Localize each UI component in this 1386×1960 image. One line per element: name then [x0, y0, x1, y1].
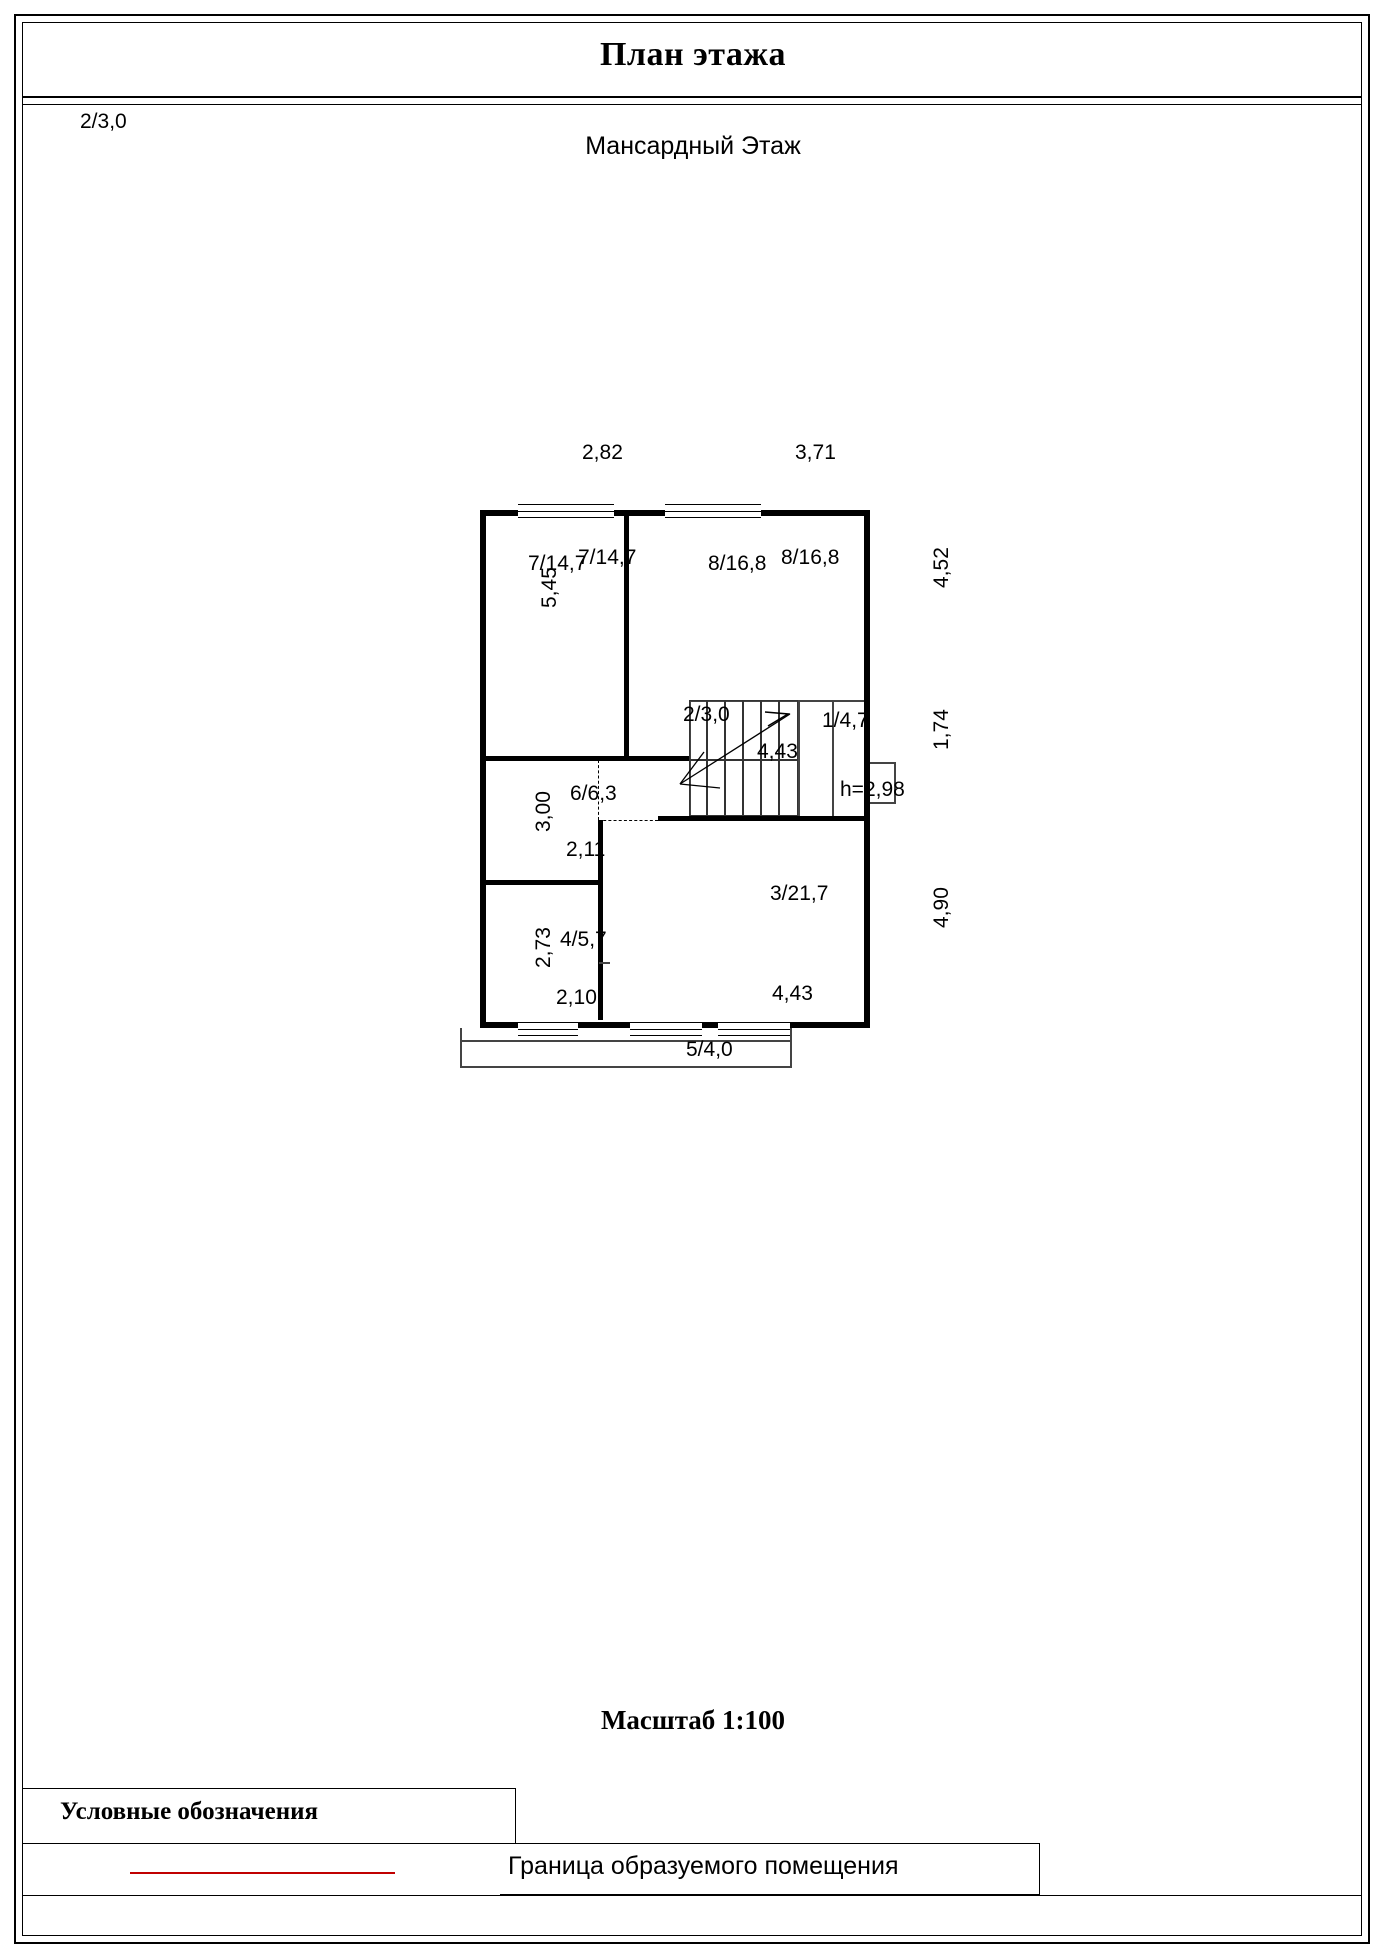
- dimension-4-52: 4,52: [930, 547, 953, 588]
- window-top-left: [518, 504, 614, 518]
- window-bottom-left: [518, 1022, 578, 1036]
- wall-exterior-left: [480, 510, 486, 1028]
- dimension-5-45: 5,45: [538, 567, 561, 608]
- room-label-8: 8/16,8: [708, 552, 767, 575]
- room-label-4-text: 4/5,7: [560, 928, 607, 951]
- title-divider-thick: [23, 96, 1362, 98]
- dimension-1-74: 1,74: [930, 709, 953, 750]
- wall-interior-horizontal-room6: [486, 880, 603, 885]
- porch-inner-line: [460, 1040, 792, 1042]
- room-label-2: 2/3,0: [80, 110, 127, 133]
- room-label-7: 7/14,7: [528, 552, 587, 575]
- room-label-5-text: 5/4,0: [686, 1038, 733, 1061]
- legend-heading: Условные обозначения: [60, 1798, 319, 1825]
- dimension-4-43-mid: 4,43: [757, 740, 798, 763]
- room-label-3-text: 3/21,7: [770, 882, 829, 905]
- window-bottom-mid: [630, 1022, 702, 1036]
- porch-outline-right: [790, 1028, 792, 1068]
- door-opening-room4-dashed: [598, 962, 599, 1020]
- page-title: План этажа: [599, 36, 787, 73]
- room-label-8-text: 8/16,8: [781, 546, 840, 569]
- ceiling-height-note: h=2,98: [840, 778, 905, 801]
- wall-exterior-right: [864, 510, 870, 1028]
- legend-boundary-description: Граница образуемого помещения: [508, 1852, 899, 1880]
- window-bottom-right: [718, 1022, 790, 1036]
- scale-label: Масштаб 1:100: [600, 1705, 786, 1735]
- room-label-2-text: 2/3,0: [683, 703, 730, 726]
- porch-outline-bottom: [460, 1066, 792, 1068]
- exterior-projection-right-top: [870, 762, 896, 764]
- room-label-1-text: 1/4,7: [822, 709, 869, 732]
- dimension-2-10: 2,10: [556, 986, 597, 1009]
- dimension-3-00: 3,00: [532, 791, 555, 832]
- window-top-right: [665, 504, 761, 518]
- dimension-3-71: 3,71: [795, 441, 836, 464]
- dimension-2-73: 2,73: [532, 927, 555, 968]
- room-label-7-text: 7/14,7: [578, 546, 637, 569]
- dimension-4-90: 4,90: [930, 887, 953, 928]
- legend-boundary-swatch-icon: [130, 1872, 395, 1874]
- exterior-projection-right-bottom: [870, 802, 896, 804]
- dimension-4-43-bottom: 4,43: [772, 982, 813, 1005]
- legend-bottom-divider: [23, 1895, 1362, 1896]
- dimension-2-82: 2,82: [582, 441, 623, 464]
- floor-label: Мансардный Этаж: [585, 132, 801, 160]
- porch-outline-left: [460, 1028, 462, 1068]
- door-opening-room4: [598, 962, 610, 964]
- dimension-2-11: 2,11: [566, 838, 606, 861]
- room-label-6-text: 6/6,3: [570, 782, 617, 805]
- title-divider-thin: [23, 104, 1362, 105]
